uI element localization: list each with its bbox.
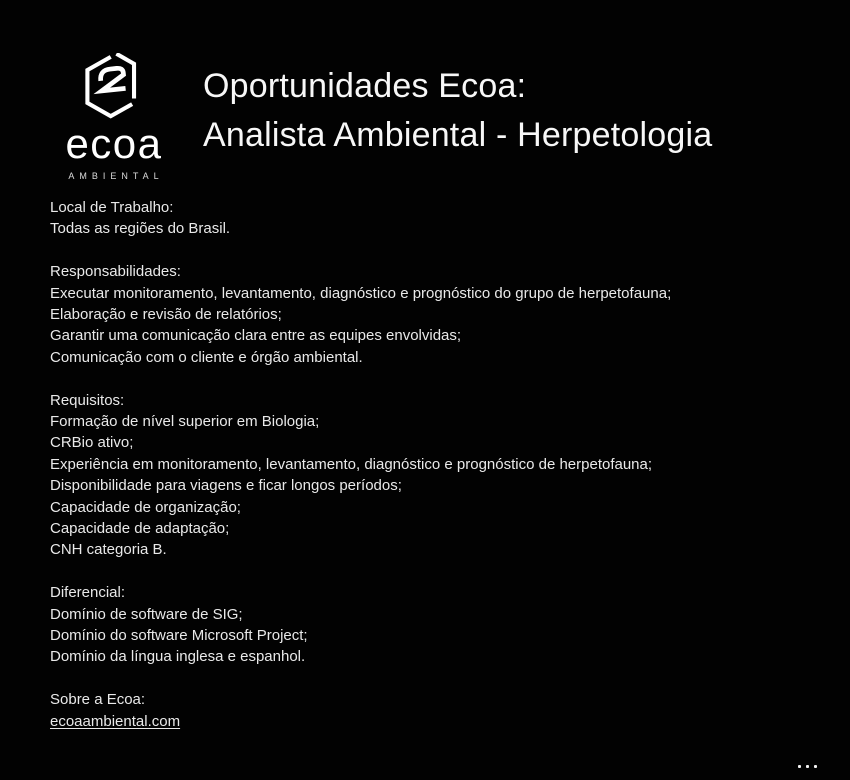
section-line: Domínio da língua inglesa e espanhol. <box>50 648 306 666</box>
ecoa-logo <box>58 53 170 181</box>
ellipsis-icon <box>806 765 809 768</box>
section-heading: Responsabilidades: <box>50 263 181 281</box>
brand-tagline: AMBIENTAL <box>68 171 164 182</box>
section-responsabilidades <box>50 261 820 368</box>
page-title-line2: Analista Ambiental - Herpetologia <box>203 116 713 154</box>
section-line: Todas as regiões do Brasil. <box>50 220 231 238</box>
section-line: Executar monitoramento, levantamento, diagnóstico e prognóstico do grupo de herpetofauna; <box>50 284 672 302</box>
section-line: CRBio ativo; <box>50 434 134 452</box>
section-sobre-a-ecoa <box>50 689 820 732</box>
section-line: Capacidade de adaptação; <box>50 520 230 538</box>
brand-wordmark: ecoa <box>65 120 163 167</box>
section-line: Comunicação com o cliente e órgão ambiental. <box>50 348 363 366</box>
page-title-line1: Oportunidades Ecoa: <box>203 67 527 105</box>
section-line: Experiência em monitoramento, levantamento, diagnóstico e prognóstico de herpetofauna; <box>50 455 653 473</box>
job-description <box>50 197 820 732</box>
section-heading: Sobre a Ecoa: <box>50 691 146 709</box>
ellipsis-icon <box>814 765 817 768</box>
website-link[interactable]: ecoaambiental.com <box>50 712 181 730</box>
section-line: CNH categoria B. <box>50 541 167 559</box>
section-line: Domínio do software Microsoft Project; <box>50 627 308 645</box>
section-local-de-trabalho <box>50 197 820 240</box>
section-heading: Local de Trabalho: <box>50 199 174 216</box>
page-title <box>203 62 712 160</box>
section-line: Formação de nível superior em Biologia; <box>50 413 320 431</box>
section-heading: Requisitos: <box>50 391 125 409</box>
more-options-button[interactable] <box>796 763 819 770</box>
section-diferencial <box>50 582 820 668</box>
section-line: Elaboração e revisão de relatórios; <box>50 306 282 324</box>
ellipsis-icon <box>798 765 801 768</box>
section-line: Garantir uma comunicação clara entre as equipes envolvidas; <box>50 327 462 345</box>
section-line: Capacidade de organização; <box>50 498 241 516</box>
section-heading: Diferencial: <box>50 584 126 602</box>
section-line: Disponibilidade para viagens e ficar longos períodos; <box>50 477 402 495</box>
hexagon-logo-icon <box>83 53 146 120</box>
section-line: Domínio de software de SIG; <box>50 605 243 623</box>
section-requisitos <box>50 390 820 561</box>
